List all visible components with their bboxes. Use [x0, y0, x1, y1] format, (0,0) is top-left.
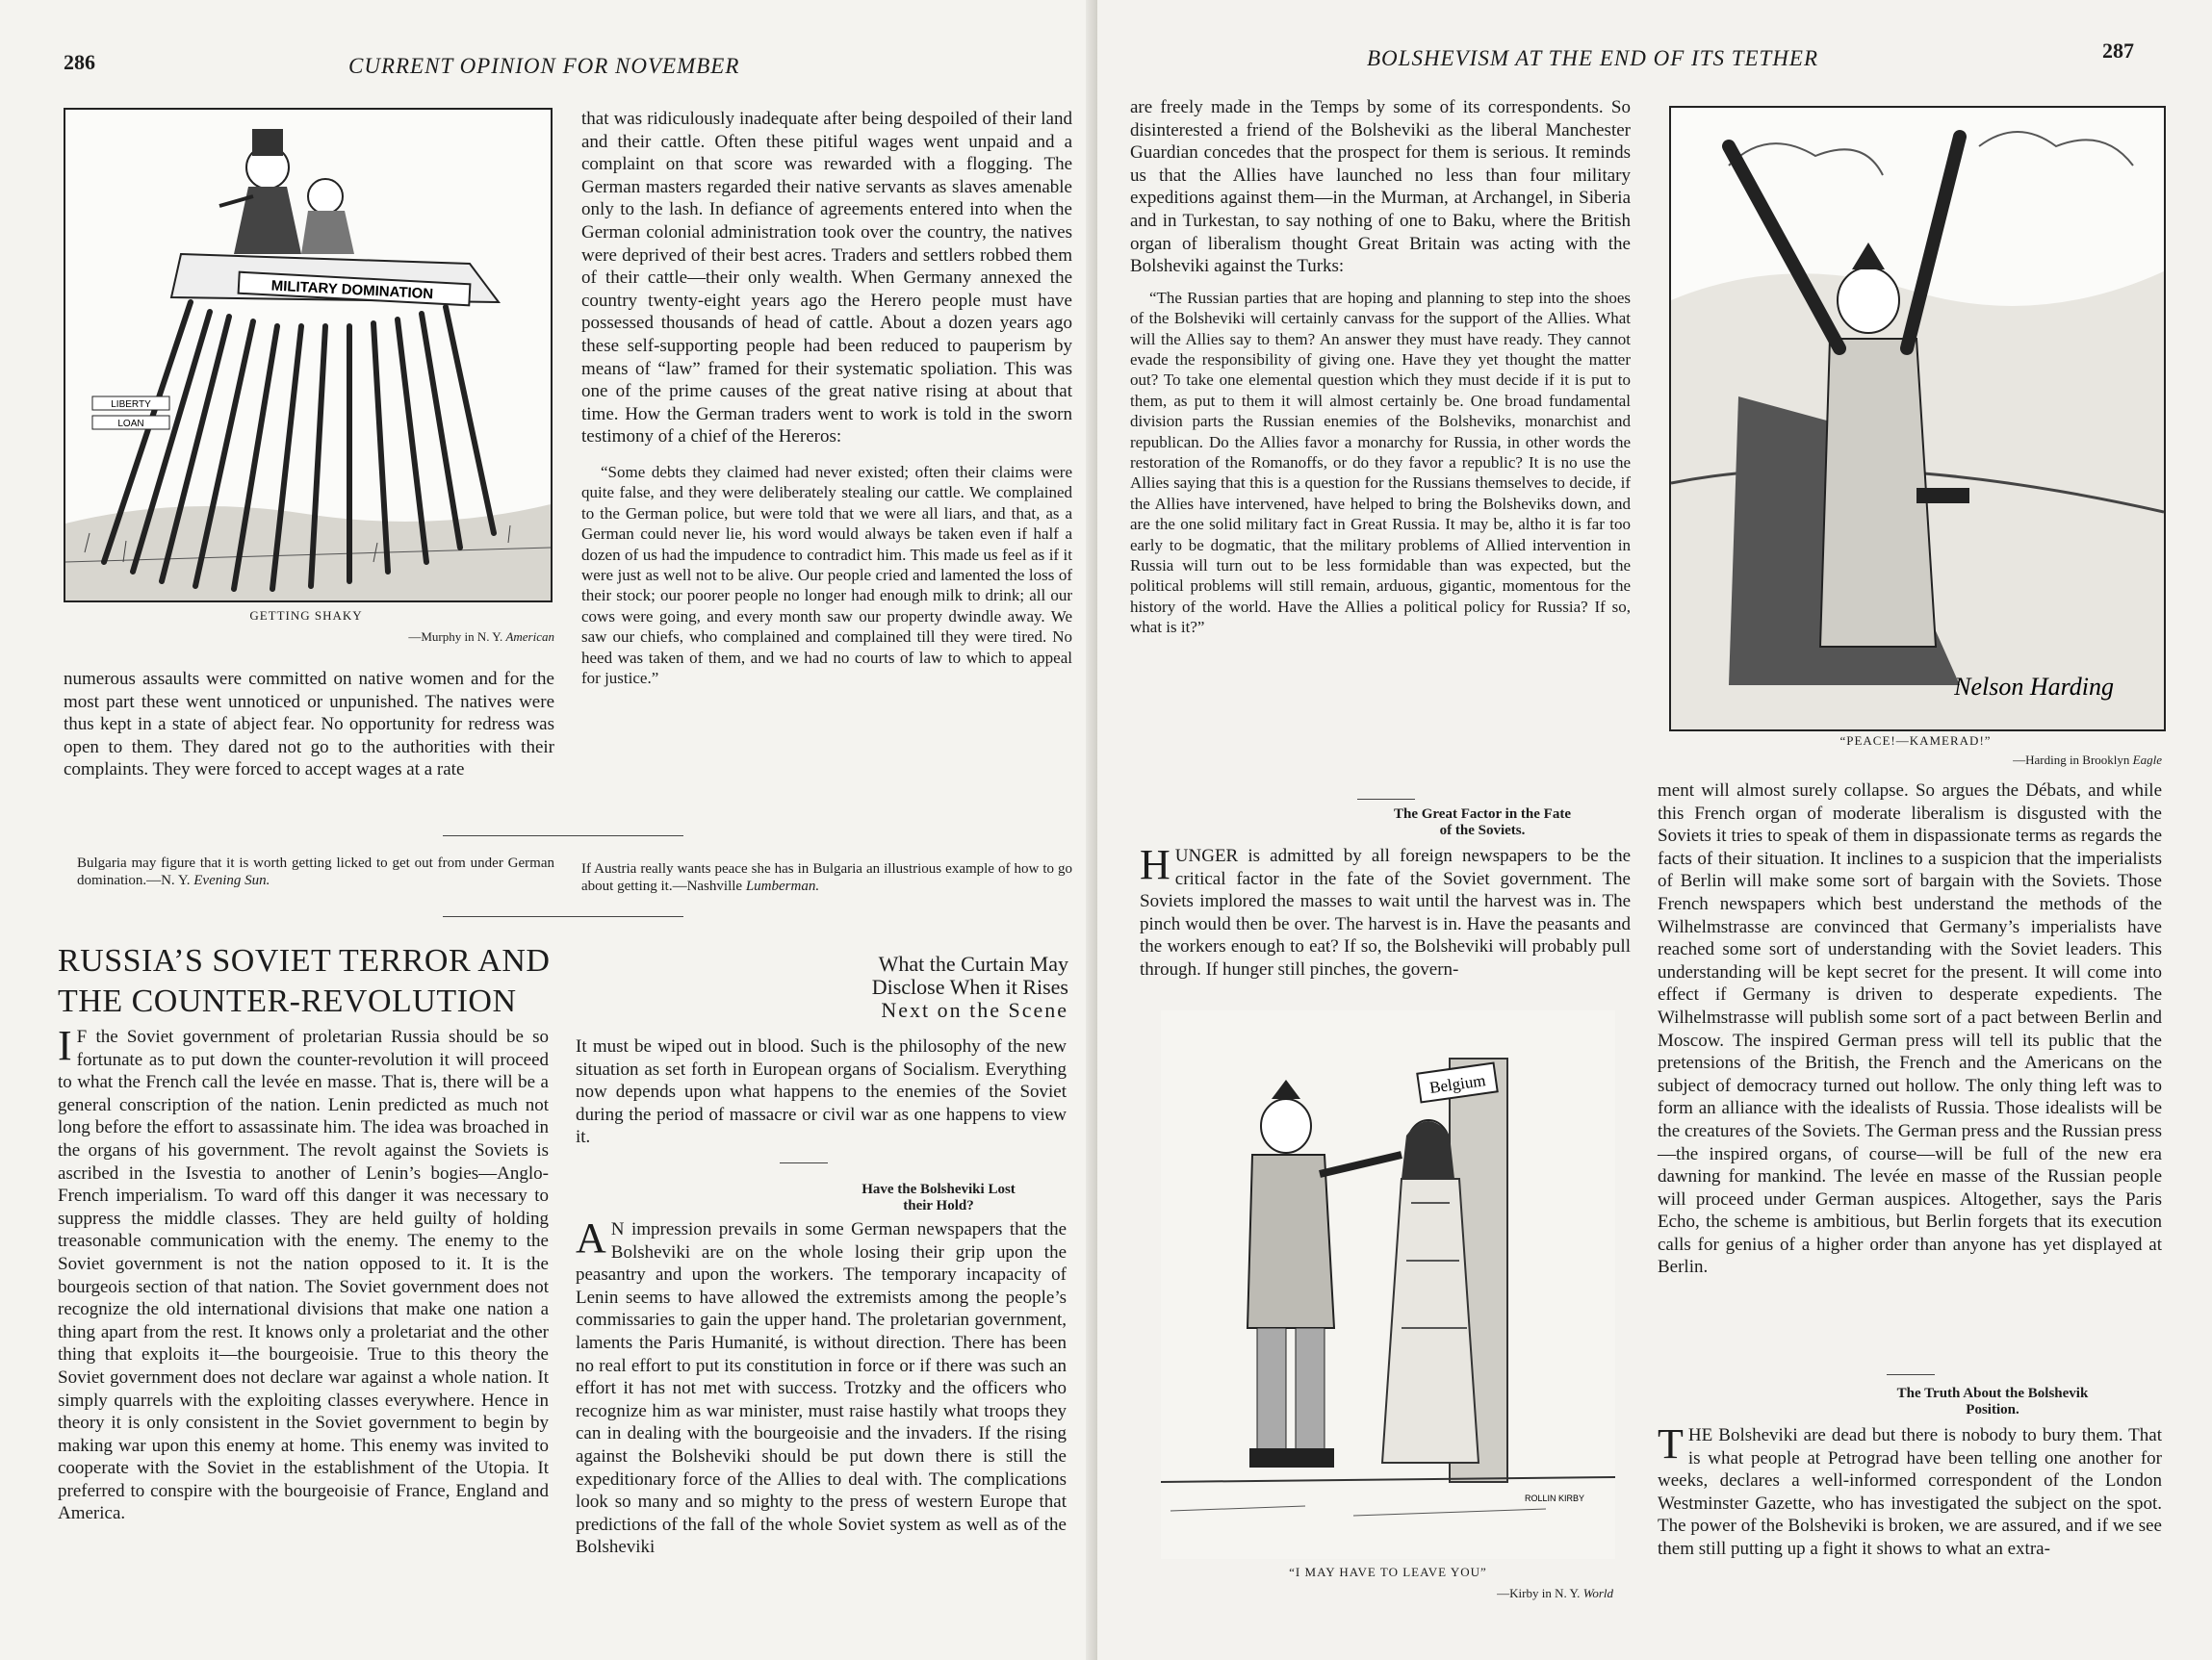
belgium-sign: Belgium [1428, 1071, 1487, 1097]
article-column1: I F the Soviet government of proletarian Russia should be so fortunate as to put down the counter-revolution it will proceed to what the French call the levée en masse. That is, there will be a general conscription of the nation. Lenin predicted as much not long before the effort to assassinate him. The idea was broached in the organs of his government. The revolt against the Soviets is ascribed in the Isvestia to another of Lenin’s bogies—Anglo-French imperialism. To ward off this danger it was necessary to suppress the middle classes. They are held guilty of holding treasonable communication with the enemy. The enemy to the Soviet government is not the nation opposed to it. It is the bourgeois section of that nation. The Soviet government does not recognize the old international divisions that make one nation a thing apart from the rest. It knows only a proletariat and the other thing that exploits it—the bourgeoisie. True to this theory the Soviet government does not declare war against a whole nation. It simply quarrels with the exploiting classes everywhere. Hence in theory it is only consistent in the Soviet government to begin by making war upon this enemy at home. This enemy was invited to cooperate with the Soviet in the establishment of the Utopia. It preferred to conspire with the bourgeoisie of France, England and America. [58, 1022, 549, 1524]
subhead-great-factor: The Great Factor in the Fate of the Soviets. [1394, 806, 1571, 838]
cartoon1-caption: GETTING SHAKY [249, 608, 363, 623]
cartoon3-signature: ROLLIN KIRBY [1524, 1494, 1584, 1503]
divider [443, 916, 683, 917]
left-page [0, 0, 1097, 1660]
running-head: CURRENT OPINION FOR NOVEMBER [348, 54, 740, 78]
herero-column2 [581, 108, 1072, 688]
herero-paragraph: that was ridiculously inadequate after being despoiled of their land and their cattle. Often these pitiful wages went unpaid and a complaint on that score was rewarded with a flogging. The German masters regarded their native servants as slaves amenable only to the lash. In defiance of agreements entered into when the German colonial administration took over the country, the natives were deprived of their best acres. Traders and settlers robbed them of their cattle—their only wealth. When Germany annexed the country twenty-eight years ago the Herero people must have possessed thousands of head of cattle. About a dozen years ago these self-supporting people had been reduced to pauperism by means of “law” framed for their systematic spoliation. This was one of the prime causes of the great native rising at about that time. How the German traders went to work is told in the sworn testimony of a chief of the Hereros: [581, 109, 1072, 447]
cartoon-leave-you [1161, 1010, 1615, 1559]
section-bolsheviki-hold: A N impression prevails in some German newspapers that the Bolsheviki are on the whole losing their grip upon the peasantry and upon the workers. The temporary incapacity of Lenin seems to have allowed the extremists among the people’s commissaries to gain the upper hand. The proletarian government, laments the Paris Humanité, is without direction. There has been no real effort to put its constitution in force or if there was such an effort it has not met with success. Trotzky and the officers who recognize him as war minister, must raise hastily what troops they can in dealing with the bourgeoisie and the invaders. If the rising against the Bolsheviki should be put down there is still the expeditionary force of the Allies to deal with. The complications look so many and so mighty to the press of western Europe that predictions of the fall of the whole Soviet system as well as of the Bolsheviki [576, 1214, 1067, 1558]
platform-sign: MILITARY DOMINATION [270, 277, 434, 303]
article-headline: RUSSIA’S SOVIET TERROR AND THE COUNTER-REVOLUTION [58, 943, 551, 1019]
filler-bulgaria: Bulgaria may figure that it is worth getting licked to get out from under German domination.—N. Y. Evening Sun. [77, 856, 554, 888]
cartoon2-signature: Nelson Harding [1954, 673, 2114, 701]
svg-text:LOAN: LOAN [117, 419, 144, 429]
guardian-quote: “The Russian parties that are hoping and planning to step into the shoes of the Bolsheviki will certainly canvass for the support of the Allies. What will the Allies say to them? An answer they must have ready. They cannot evade the responsibility of giving one. Have they yet thought the matter out? To take one elemental question which they must decide if it is put to them, as put to them it will almost certainly be. One broad fundamental division parts the Russian enemies of the Bolsheviks, monarchist and republican. Do the Allies favor a monarchy for Russia, in other words the restoration of the Romanoffs, or do they favor a republic? It is no use the Allies saying that this is a question for the Russians themselves to decide, if the Allies have intervened, have helped to bring the Bolsheviks down, and are the one solid military fact in Great Russia. It may be, altho it is far too early to be dogmatic, that the military problems of Allied intervention in Russia will turn out to be less formidable than was expected, but the political problems will still remain, arduous, gigantic, momentous for the history of the world. Have the Allies a political policy for Russia? If so, what is it?” [1130, 288, 1631, 637]
page-number: 287 [2102, 38, 2134, 63]
belgium-illustration [1161, 1010, 1615, 1559]
running-head: BOLSHEVISM AT THE END OF ITS TETHER [1367, 46, 1819, 70]
divider [1887, 1374, 1935, 1375]
right-column1 [1130, 96, 1631, 638]
filler-austria: If Austria really wants peace she has in Bulgaria an illustrious example of how to go about getting it.—Nashville Lumberman. [581, 861, 1072, 894]
cartoon-peace-kamerad [1669, 106, 2166, 731]
divider [1357, 799, 1415, 800]
subhead-truth: The Truth About the Bolshevik Position. [1896, 1386, 2089, 1417]
divider [443, 835, 683, 836]
cartoon-getting-shaky [64, 108, 553, 602]
allied-expeditions-paragraph: are freely made in the Temps by some of its correspondents. So disinterested a friend of the Bolsheviki as the liberal Manchester Guardian concedes that the prospect for them is serious. It reminds us that the Allies have launched no less than four military expeditions against them—in the Murman, at Archangel, in Siberia and in Turkestan, to say nothing of one to Baku, where the British organ of liberalism thought Great Britain was acting with the Bolsheviki against the Turks: [1130, 97, 1631, 277]
kamerad-illustration [1671, 108, 2164, 729]
cartoon2-credit: —Harding in Brooklyn Eagle [2013, 753, 2162, 767]
military-domination-illustration [65, 110, 551, 600]
article-column2 [576, 1035, 1067, 1149]
right-column2 [1658, 779, 2162, 1279]
drop-cap: A [576, 1214, 606, 1262]
cartoon3-credit: —Kirby in N. Y. World [1497, 1586, 1613, 1600]
cartoon3-caption: “I MAY HAVE TO LEAVE YOU” [1289, 1565, 1487, 1579]
herero-testimony-quote: “Some debts they claimed had never existed; often their claims were quite false, and they were deliberately stealing our cattle. We complained to the German police, but were told that we were all liars, and that, as a German could never lie, his word would always be taken even if half a dozen of us had the impudence to contradict him. This made us feel as if it were just as well not to be alive. Our people cried and lamented the loss of their stock; our poorer people no longer had enough milk to drink; all our cows were going, and every month saw our property dwindle away. We saw our chiefs, who complained and complained till they were tired. No heed was taken of them, and we had no courts of law to which to appeal for justice.” [581, 462, 1072, 687]
article-column2-top: It must be wiped out in blood. Such is the philosophy of the new situation as set forth in European organs of Socialism. Everything now depends upon what happens to the enemies of the Soviet during the period of massacre or civil war as one happens to view it. [576, 1036, 1067, 1148]
subhead-bolsheviki-hold: Have the Bolsheviki Lost their Hold? [862, 1182, 1016, 1213]
svg-text:LIBERTY: LIBERTY [111, 399, 151, 410]
right-page [1097, 0, 2212, 1660]
article-kicker: What the Curtain May Disclose When it Rises Next on the Scene [871, 952, 1068, 1022]
drop-cap: H [1140, 841, 1170, 888]
section-truth: THE Bolsheviki are dead but there is nobody to bury them. That is what people at Petrograd have been telling one another for weeks, declares a well-informed correspondent of the London Westminster Gazette, who has investigated the subject on the spot. The power of the Bolsheviki is broken, we are assured, and if we see them still putting up a fight it shows to what an extra- [1658, 1420, 2162, 1559]
debats-paragraph: ment will almost surely collapse. So argues the Débats, and while this French organ of moderate liberalism is disgusted with the Soviets it tries to speak of them in dispassionate terms as regards the facts of their situation. It inclines to a suspicion that the imperialists of Berlin will make some sort of bargain with the Soviets. Those French newspapers which best understand the methods of the Wilhelmstrasse are convinced that Germany’s imperialists have reached some sort of understanding with the Soviet leaders. This understanding will be kept secret for the present. It will come into effect if Germany is driven to desperate expedients. The Wilhelmstrasse will publish some sort of a pact between Berlin and Moscow. The inspired German press will tell its public that the pretensions of the British, the French and the Americans on the subject of democracy turned out hollow. The only thing left was to form an alliance with the idealists of Russia. Those idealists will be the creatures of the Soviets. The German press and the Russian press—the inspired organs, of course—will be full of the new era dawning for mankind. The levée en masse of the Russian people will proceed under German auspices. Altogether, says the Paris Echo, the scheme is ambitious, but Berlin forgets that its execution calls for genius of a higher order than anyone has yet displayed at Berlin. [1658, 780, 2162, 1278]
drop-cap: T [1658, 1420, 1684, 1468]
section-great-factor: HUNGER is admitted by all foreign newspapers to be the critical factor in the fate of the Soviet government. The Soviets implored the masses to wait until the harvest was in. The pinch would then be over. The harvest is in. Have the peasants and the workers enough to eat? If so, the Bolsheviki will probably pull through. If hunger still pinches, the govern- [1140, 841, 1631, 980]
drop-cap: I [58, 1022, 72, 1069]
cartoon1-credit: —Murphy in N. Y. American [408, 629, 554, 644]
cartoon2-caption: “PEACE!—KAMERAD!” [1839, 733, 1992, 748]
herero-column1-continuation: numerous assaults were committed on native women and for the most part these went unnoticed or unpunished. The natives were thus kept in a state of abject fear. No opportunity for redress was open to them. They dared not go to the authorities with their complaints. They were forced to accept wages at a rate [64, 669, 554, 780]
divider [780, 1162, 828, 1163]
page-number: 286 [64, 50, 95, 74]
